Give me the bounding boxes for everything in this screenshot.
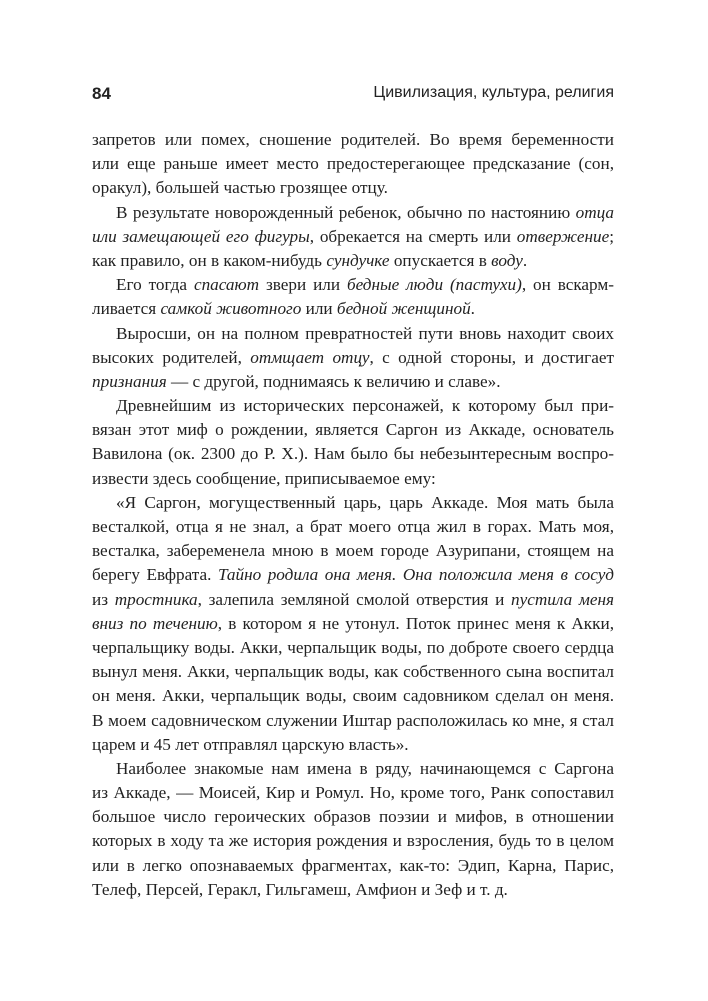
- text-run: ливается: [92, 299, 161, 319]
- italic-text: Тайно родила она меня. Она положила меня в сосуд: [217, 565, 614, 585]
- italic-text: сундучке: [326, 250, 390, 270]
- text-run: он меня. Акки, черпальщик воды, своим садовником сделал он меня.: [92, 686, 614, 706]
- text-run: которых в ходу та же история рождения и взросления, будь то в целом: [92, 831, 614, 851]
- text-line: [92, 442, 614, 466]
- text-line: [92, 394, 614, 418]
- text-line: [92, 249, 614, 273]
- italic-text: спасают: [193, 275, 260, 295]
- text-line: [92, 128, 614, 152]
- text-run: .: [522, 250, 528, 270]
- text-line: [92, 176, 614, 200]
- text-run: или еще раньше имеет место предостерегающее предсказание (сон,: [92, 154, 614, 174]
- text-run: высоких родителей,: [92, 347, 251, 367]
- text-run: Наиболее знакомые нам имена в ряду, начинающемся с Саргона: [116, 758, 614, 778]
- text-line: [92, 563, 614, 587]
- text-run: «Я Саргон, могущественный царь, царь Аккаде. Моя мать была: [116, 492, 614, 512]
- text-run: Вавилона (ок. 2300 до Р. Х.). Нам было бы небезынтересным воспро-: [92, 444, 614, 464]
- italic-text: отвержение: [516, 226, 610, 246]
- text-run: Древнейшим из исторических персонажей, к которому был при-: [116, 396, 614, 416]
- text-run: — с другой, поднимаясь к величию и славе».: [166, 371, 501, 391]
- text-line: [92, 805, 614, 829]
- text-run: извести здесь сообщение, приписываемое ему:: [92, 468, 436, 488]
- italic-text: пустила меня: [511, 589, 614, 609]
- text-line: [92, 709, 614, 733]
- text-line: [92, 829, 614, 853]
- text-line: [92, 297, 614, 321]
- text-line: [92, 781, 614, 805]
- text-line: [92, 733, 614, 757]
- text-run: вязан этот миф о рождении, является Саргон из Аккаде, основатель: [92, 420, 614, 440]
- text-line: [92, 152, 614, 176]
- text-line: [92, 346, 614, 370]
- text-line: [92, 322, 614, 346]
- page-number: 84: [92, 84, 111, 103]
- text-line: [92, 370, 614, 394]
- italic-text: вниз по течению: [92, 613, 218, 633]
- italic-text: самкой животного: [160, 299, 302, 319]
- text-run: Его тогда: [116, 275, 194, 295]
- text-run: Телеф, Персей, Геракл, Гильгамеш, Амфион и Зеф и т. д.: [92, 879, 508, 899]
- text-line: [92, 636, 614, 660]
- text-line: [92, 878, 614, 902]
- italic-text: отмщает отцу: [250, 347, 370, 367]
- text-run: черпальщику воды. Акки, черпальщик воды, по доброте своего сердца: [92, 637, 614, 657]
- text-run: или: [301, 299, 337, 319]
- text-run: В результате новорожденный ребенок, обычно по настоянию: [116, 202, 576, 222]
- text-run: , залепила земляной смолой отверстия и: [197, 589, 512, 609]
- body-text: [92, 128, 614, 902]
- text-line: [92, 612, 614, 636]
- text-run: или в легко опознаваемых фрагментах, как-то: Эдип, Карна, Парис,: [92, 855, 614, 875]
- text-run: весталкой, отца я не знал, а брат моего отца жил в горах. Мать моя,: [92, 517, 614, 536]
- running-title: Цивилизация, культура, религия: [373, 84, 614, 101]
- italic-text: отца: [575, 202, 614, 222]
- text-run: , в котором я не утонул. Поток принес меня к Акки,: [217, 613, 615, 633]
- text-run: вынул меня. Акки, черпальщик воды, как собственного сына воспитал: [92, 662, 614, 682]
- text-run: большое число героических образов поэзии и мифов, в отношении: [92, 807, 614, 827]
- text-run: из: [92, 589, 115, 609]
- italic-text: или замещающей его фигуры: [92, 226, 310, 246]
- text-run: запретов или помех, сношение родителей. Во время беременности: [92, 130, 614, 149]
- text-run: как правило, он в каком-нибудь: [92, 250, 327, 270]
- text-run: , он вскарм-: [521, 275, 614, 295]
- italic-text: тростника: [114, 589, 198, 609]
- text-run: из Аккаде, — Моисей, Кир и Ромул. Но, кроме того, Ранк сопоставил: [92, 783, 614, 803]
- italic-text: признания: [92, 371, 167, 391]
- text-line: [92, 418, 614, 442]
- text-line: [92, 539, 614, 563]
- text-run: , с одной стороны, и достигает: [369, 347, 614, 367]
- text-run: ;: [609, 226, 614, 246]
- italic-text: бедные люди (пастухи): [346, 275, 522, 295]
- text-run: , обрекается на смерть или: [309, 226, 517, 246]
- text-run: берегу Евфрата.: [92, 565, 218, 585]
- text-run: Выросши, он на полном превратностей пути вновь находит своих: [116, 323, 614, 343]
- italic-text: бедной женщиной: [336, 299, 471, 319]
- italic-text: воду: [491, 250, 523, 270]
- text-run: .: [470, 299, 475, 319]
- text-run: звери или: [259, 275, 347, 295]
- text-run: весталка, забеременела мною в моем городе Азурипани, стоящем на: [92, 541, 614, 561]
- text-line: [92, 273, 614, 297]
- text-line: [92, 588, 614, 612]
- text-line: [92, 660, 614, 684]
- text-line: [92, 467, 614, 491]
- text-line: [92, 491, 614, 515]
- text-line: [92, 515, 614, 539]
- text-run: опускается в: [389, 250, 492, 270]
- text-line: [92, 225, 614, 249]
- text-line: [92, 684, 614, 708]
- text-run: царем и 45 лет отправлял царскую власть».: [92, 734, 409, 754]
- text-line: [92, 201, 614, 225]
- text-run: В моем садовническом служении Иштар расположилась ко мне, я стал: [92, 710, 614, 730]
- text-run: оракул), большей частью грозящее отцу.: [92, 178, 388, 198]
- text-line: [92, 854, 614, 878]
- text-line: [92, 757, 614, 781]
